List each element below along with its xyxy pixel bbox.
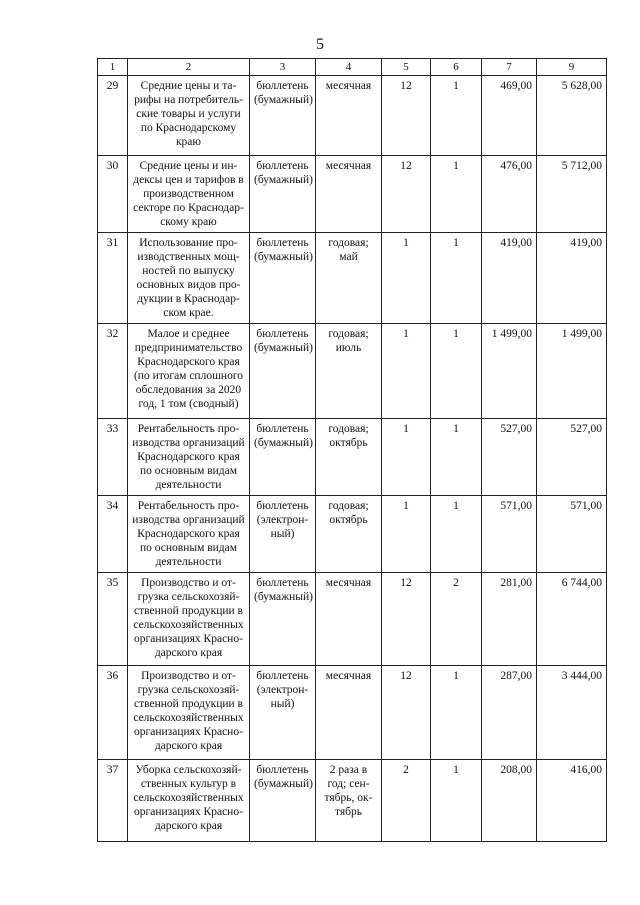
cell-num: 29 (98, 76, 128, 156)
cell-price: 571,00 (482, 496, 537, 573)
cell-c6: 1 (431, 76, 482, 156)
cell-num: 31 (98, 233, 128, 324)
cell-name: Производство и отгрузка сельскохозяйственной продукции в сельскохозяйственных организациях Краснодарского края (128, 666, 250, 760)
cell-total: 3 444,00 (537, 666, 607, 760)
cell-num: 32 (98, 324, 128, 419)
cell-total: 571,00 (537, 496, 607, 573)
cell-c5: 12 (382, 666, 431, 760)
header-cell: 4 (316, 59, 382, 76)
cell-type: бюллетень (электронный) (250, 496, 316, 573)
cell-type: бюллетень (бумажный) (250, 156, 316, 233)
cell-price: 208,00 (482, 760, 537, 842)
cell-freq: 2 раза в год; сентябрь, октябрь (316, 760, 382, 842)
table-row (98, 573, 607, 666)
cell-name: Средние цены и индексы цен и тарифов в производственном секторе по Краснодарскому краю (128, 156, 250, 233)
cell-total: 1 499,00 (537, 324, 607, 419)
cell-type: бюллетень (бумажный) (250, 76, 316, 156)
cell-name: Рентабельность производства организаций Краснодарского края по основным видам деятельности (128, 496, 250, 573)
cell-c6: 1 (431, 666, 482, 760)
cell-type: бюллетень (бумажный) (250, 760, 316, 842)
cell-freq: годовая; октябрь (316, 496, 382, 573)
cell-total: 527,00 (537, 419, 607, 496)
cell-name: Средние цены и тарифы на потребительские товары и услуги по Краснодарскому краю (128, 76, 250, 156)
cell-price: 527,00 (482, 419, 537, 496)
header-cell: 9 (537, 59, 607, 76)
table-row (98, 324, 607, 419)
cell-c6: 1 (431, 419, 482, 496)
cell-c6: 1 (431, 496, 482, 573)
cell-total: 416,00 (537, 760, 607, 842)
cell-name: Производство и отгрузка сельскохозяйственной продукции в сельскохозяйственных организациях Краснодарского края (128, 573, 250, 666)
cell-type: бюллетень (бумажный) (250, 233, 316, 324)
cell-c5: 12 (382, 156, 431, 233)
cell-c6: 1 (431, 156, 482, 233)
cell-c5: 12 (382, 76, 431, 156)
header-cell: 7 (482, 59, 537, 76)
cell-price: 469,00 (482, 76, 537, 156)
cell-c5: 1 (382, 496, 431, 573)
cell-price: 287,00 (482, 666, 537, 760)
cell-num: 30 (98, 156, 128, 233)
cell-freq: годовая; июль (316, 324, 382, 419)
cell-num: 34 (98, 496, 128, 573)
cell-type: бюллетень (электронный) (250, 666, 316, 760)
table-row (98, 760, 607, 842)
table-row (98, 666, 607, 760)
cell-c6: 1 (431, 233, 482, 324)
cell-type: бюллетень (бумажный) (250, 419, 316, 496)
cell-c6: 1 (431, 760, 482, 842)
table-row (98, 233, 607, 324)
cell-freq: месячная (316, 76, 382, 156)
cell-freq: годовая; октябрь (316, 419, 382, 496)
price-table (97, 58, 607, 842)
cell-price: 1 499,00 (482, 324, 537, 419)
header-cell: 2 (128, 59, 250, 76)
cell-name: Уборка сельскохозяйственных культур в сельскохозяйственных организациях Краснодарского края (128, 760, 250, 842)
table-row (98, 156, 607, 233)
cell-freq: месячная (316, 573, 382, 666)
cell-c5: 12 (382, 573, 431, 666)
page-number: 5 (316, 36, 324, 53)
table-row (98, 76, 607, 156)
header-cell: 5 (382, 59, 431, 76)
header-cell: 1 (98, 59, 128, 76)
cell-freq: годовая; май (316, 233, 382, 324)
cell-price: 419,00 (482, 233, 537, 324)
cell-num: 33 (98, 419, 128, 496)
cell-type: бюллетень (бумажный) (250, 324, 316, 419)
cell-total: 419,00 (537, 233, 607, 324)
cell-num: 36 (98, 666, 128, 760)
table-row (98, 419, 607, 496)
cell-name: Малое и среднее предпринимательство Краснодарского края (по итогам сплошного обследования за 2020 год, 1 том (сводный) (128, 324, 250, 419)
cell-price: 476,00 (482, 156, 537, 233)
cell-c5: 2 (382, 760, 431, 842)
cell-total: 5 712,00 (537, 156, 607, 233)
cell-num: 35 (98, 573, 128, 666)
cell-num: 37 (98, 760, 128, 842)
cell-c5: 1 (382, 324, 431, 419)
cell-c5: 1 (382, 419, 431, 496)
cell-total: 5 628,00 (537, 76, 607, 156)
cell-price: 281,00 (482, 573, 537, 666)
header-cell: 3 (250, 59, 316, 76)
cell-freq: месячная (316, 156, 382, 233)
cell-name: Использование производственных мощностей по выпуску основных видов продукции в Краснодарском крае. (128, 233, 250, 324)
cell-c6: 2 (431, 573, 482, 666)
cell-type: бюллетень (бумажный) (250, 573, 316, 666)
table-row (98, 496, 607, 573)
cell-name: Рентабельность производства организаций Краснодарского края по основным видам деятельности (128, 419, 250, 496)
cell-total: 6 744,00 (537, 573, 607, 666)
cell-freq: месячная (316, 666, 382, 760)
cell-c5: 1 (382, 233, 431, 324)
header-cell: 6 (431, 59, 482, 76)
cell-c6: 1 (431, 324, 482, 419)
header-row (98, 59, 607, 76)
